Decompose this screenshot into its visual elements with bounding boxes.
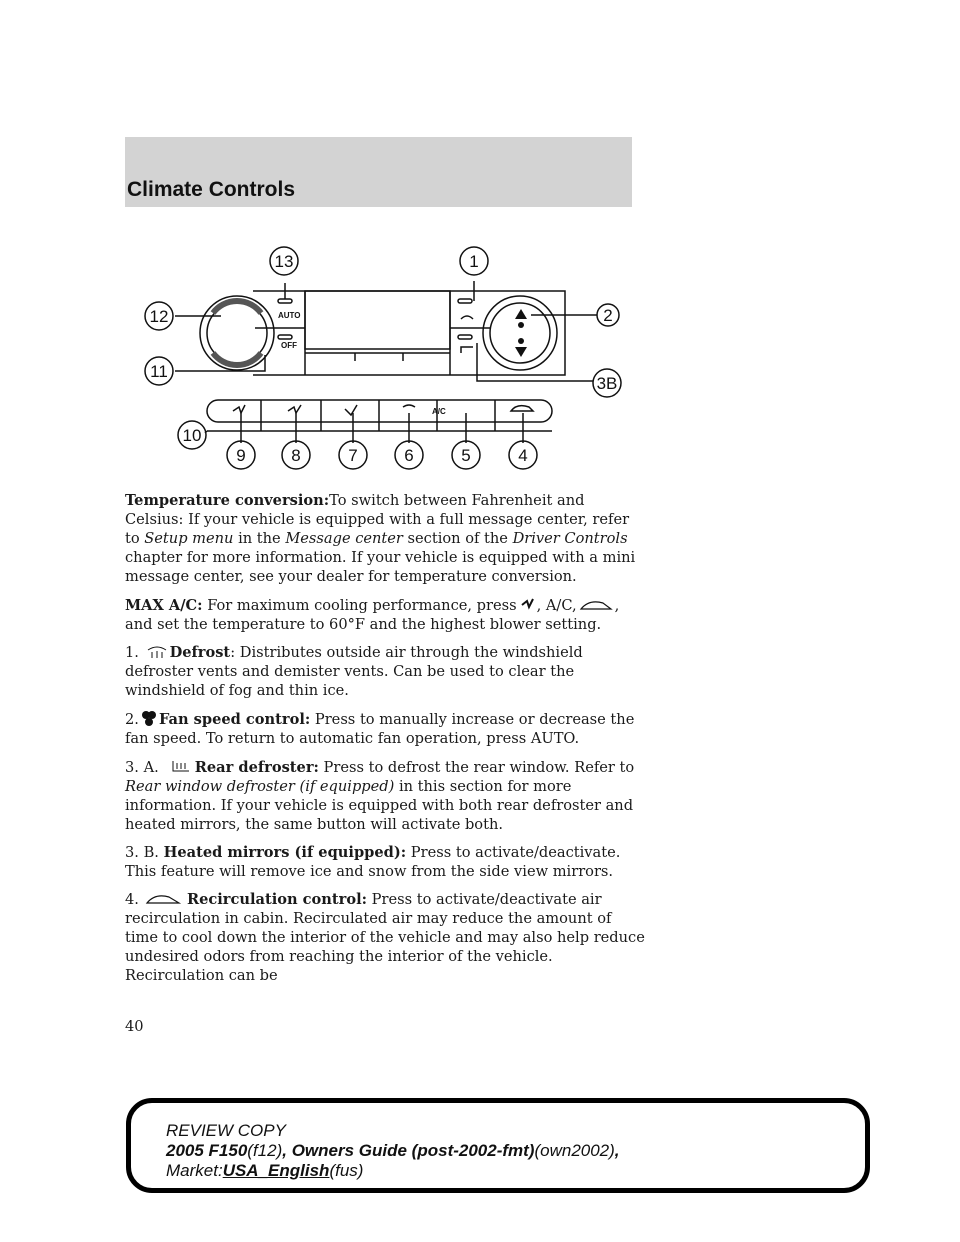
rear-defrost-icon — [461, 347, 473, 353]
section-title: Climate Controls — [127, 178, 296, 201]
defrost-icon — [146, 646, 168, 660]
callout-8-label: 8 — [291, 446, 301, 465]
floor-mode-icon — [345, 405, 357, 415]
panel-vent-icon — [519, 595, 535, 613]
callout-3b-label: 3B — [596, 374, 618, 393]
paragraph-max-ac: MAX A/C: For maximum cooling performance, press , A/C, , and set the temperature to 60°F and the highest blower setting. — [125, 597, 620, 633]
off-button-label: OFF — [281, 341, 297, 350]
display-screen — [305, 291, 450, 349]
defrost-indicator — [458, 299, 472, 303]
callout-4-label: 4 — [518, 446, 528, 465]
off-indicator — [278, 335, 292, 339]
climate-control-diagram — [145, 243, 618, 475]
paragraph-item-3a: 3. A. Rear defroster: Press to defrost the rear window. Refer to Rear window defroster (if equipped) in this section for more information. If your vehicle is equipped with both rear defroster and heated mirrors, the same button will activate both. — [125, 759, 635, 833]
fan-icon — [518, 322, 524, 328]
footer-market-line: Market:USA_English(fus) — [166, 1161, 364, 1180]
floor-defrost-mode-icon — [403, 405, 415, 407]
defrost-icon — [461, 316, 473, 319]
ac-button-label: A/C — [432, 407, 446, 416]
callout-1-label: 1 — [469, 252, 479, 271]
auto-button-label: AUTO — [278, 311, 301, 320]
paragraph-item-2: 2. Fan speed control: Press to manually increase or decrease the fan speed. To return to automatic fan operation, press AUTO. — [125, 711, 635, 747]
body-text — [125, 491, 645, 994]
temp-conversion-label: Temperature conversion: — [125, 492, 330, 509]
panel-mode-icon — [233, 405, 245, 413]
paragraph-item-4: 4. Recirculation control: Press to activate/deactivate air recirculation in cabin. Recirculated air may reduce the amount of time to cool down the interior of the vehicle and may also help reduce undesired odors from reaching the interior of the vehicle. Recirculation can be — [125, 891, 645, 984]
paragraph-item-1: 1. Defrost: Distributes outside air through the windshield defroster vents and demister vents. Can be used to clear the windshield of fog and thin ice. — [125, 644, 583, 699]
rear-defrost-icon — [161, 757, 193, 775]
callout-2-label: 2 — [603, 306, 613, 325]
callout-13-label: 13 — [274, 252, 294, 271]
recirculation-icon — [579, 597, 613, 613]
rear-defrost-indicator — [458, 335, 472, 339]
footer-model-line: 2005 F150(f12), Owners Guide (post-2002-fmt)(own2002), — [166, 1141, 620, 1160]
callout-6-label: 6 — [404, 446, 414, 465]
panel-floor-mode-icon — [288, 405, 301, 413]
page-number: 40 — [125, 1018, 144, 1035]
fan-icon-2 — [518, 338, 524, 344]
recirculation-icon — [511, 406, 533, 411]
fan-icon — [141, 709, 157, 727]
paragraph-temp-conversion: Temperature conversion:To switch between Fahrenheit and Celsius: If your vehicle is equipped with a full message center, refer to Setup menu in the Message center section of the Driver Controls chapter for more information. If your vehicle is equipped with a mini message center, see your dealer for temperature conversion. — [125, 492, 636, 585]
footer-review-copy: REVIEW COPY — [166, 1121, 286, 1140]
auto-indicator — [278, 299, 292, 303]
callout-11-label: 11 — [150, 362, 168, 381]
fan-speed-knob — [483, 296, 557, 370]
callout-12-label: 12 — [149, 307, 169, 326]
paragraph-item-3b: 3. B. Heated mirrors (if equipped): Press to activate/deactivate. This feature will remove ice and snow from the side view mirrors. — [125, 844, 621, 880]
callout-5-label: 5 — [461, 446, 471, 465]
temperature-knob — [200, 296, 274, 370]
recirculation-icon — [141, 891, 185, 907]
callout-10-label: 10 — [182, 426, 202, 445]
callout-9-label: 9 — [236, 446, 246, 465]
callout-7-label: 7 — [348, 446, 358, 465]
footer-text — [166, 1121, 620, 1181]
max-ac-label: MAX A/C: — [125, 597, 203, 614]
